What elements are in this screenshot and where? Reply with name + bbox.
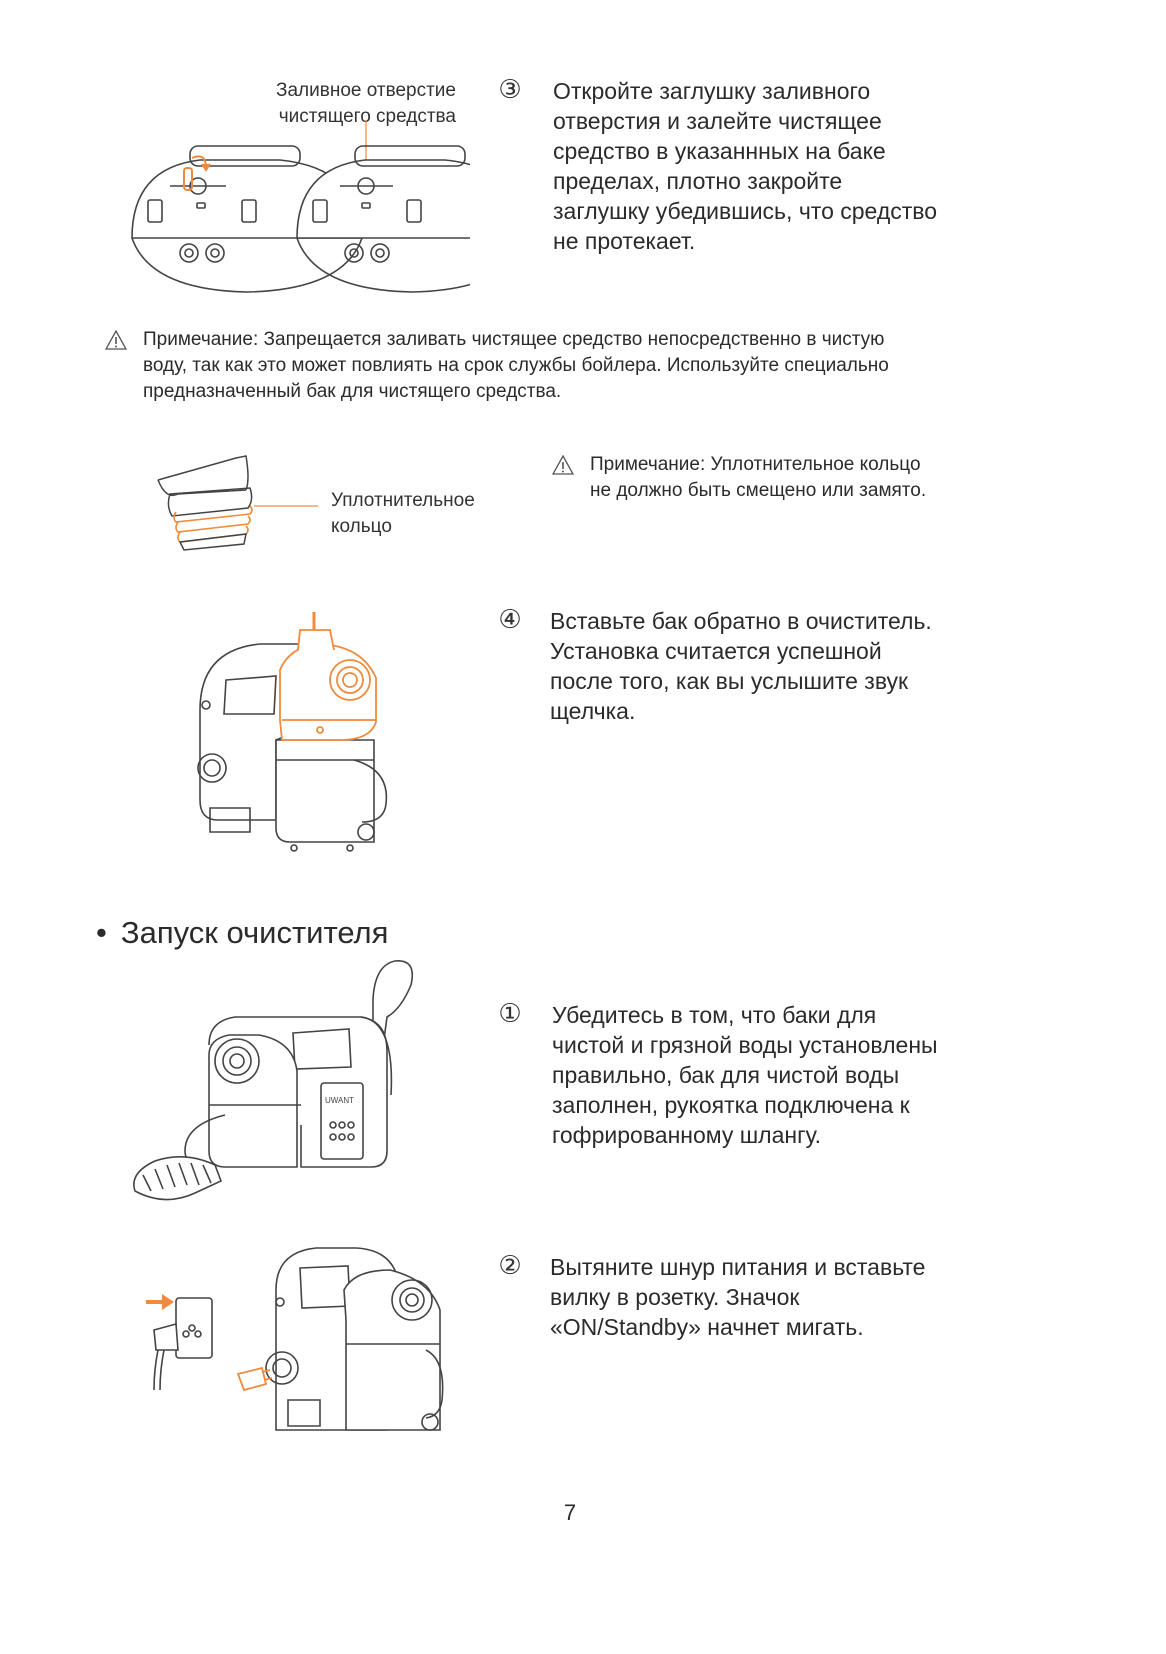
step-4-number: ④ [498, 604, 522, 634]
section-bullet: • [96, 915, 107, 950]
warning-icon [552, 455, 574, 475]
step-4-text: Вставьте бак обратно в очиститель. Установка считается успешной после того, как вы услышите звук щелчка. [550, 608, 932, 724]
filler-opening-callout-line2: чистящего средства [278, 106, 456, 127]
seal-ring-illustration [150, 450, 340, 560]
section-title-text: Запуск очистителя [120, 915, 389, 950]
start-step-1-number: ① [498, 998, 522, 1028]
plug-in-illustration [140, 1240, 450, 1455]
tank-cap-illustration [120, 120, 470, 300]
warning-icon [105, 330, 127, 350]
page-number: 7 [563, 1500, 577, 1525]
note-cleaning-agent: Примечание: Запрещается заливать чистящее средство непосредственно в чистую воду, так как это может повлиять на срок службы бойлера. Используйте специально предназначенный бак для чистящего средства. [143, 329, 889, 402]
cleaner-with-hose-illustration [125, 955, 425, 1210]
start-step-1-text: Убедитесь в том, что баки для чистой и грязной воды установлены правильно, бак для чистой воды заполнен, рукоятка подключена к гофрированному шлангу. [552, 1002, 938, 1148]
step-3-text: Откройте заглушку заливного отверстия и залейте чистящее средство в указаннных на баке пределах, плотно закройте заглушку убедившись, что средство не протекает. [553, 78, 938, 254]
seal-ring-callout-line2: кольцо [331, 516, 392, 537]
seal-ring-callout-line1: Уплотнительное [331, 490, 475, 511]
step-3-number: ③ [498, 74, 522, 104]
note-seal-ring: Примечание: Уплотнительное кольцо не должно быть смещено или замято. [590, 454, 927, 501]
insert-tank-illustration [190, 610, 390, 860]
start-step-2-number: ② [498, 1250, 522, 1280]
seal-ring-callout [331, 488, 475, 540]
svg-text:UWANT: UWANT [325, 1096, 355, 1105]
section-title [96, 915, 388, 951]
filler-opening-callout-line1: Заливное отверстие [276, 80, 456, 101]
start-step-2-text: Вытяните шнур питания и вставьте вилку в розетку. Значок «ON/Standby» начнет мигать. [550, 1254, 926, 1340]
